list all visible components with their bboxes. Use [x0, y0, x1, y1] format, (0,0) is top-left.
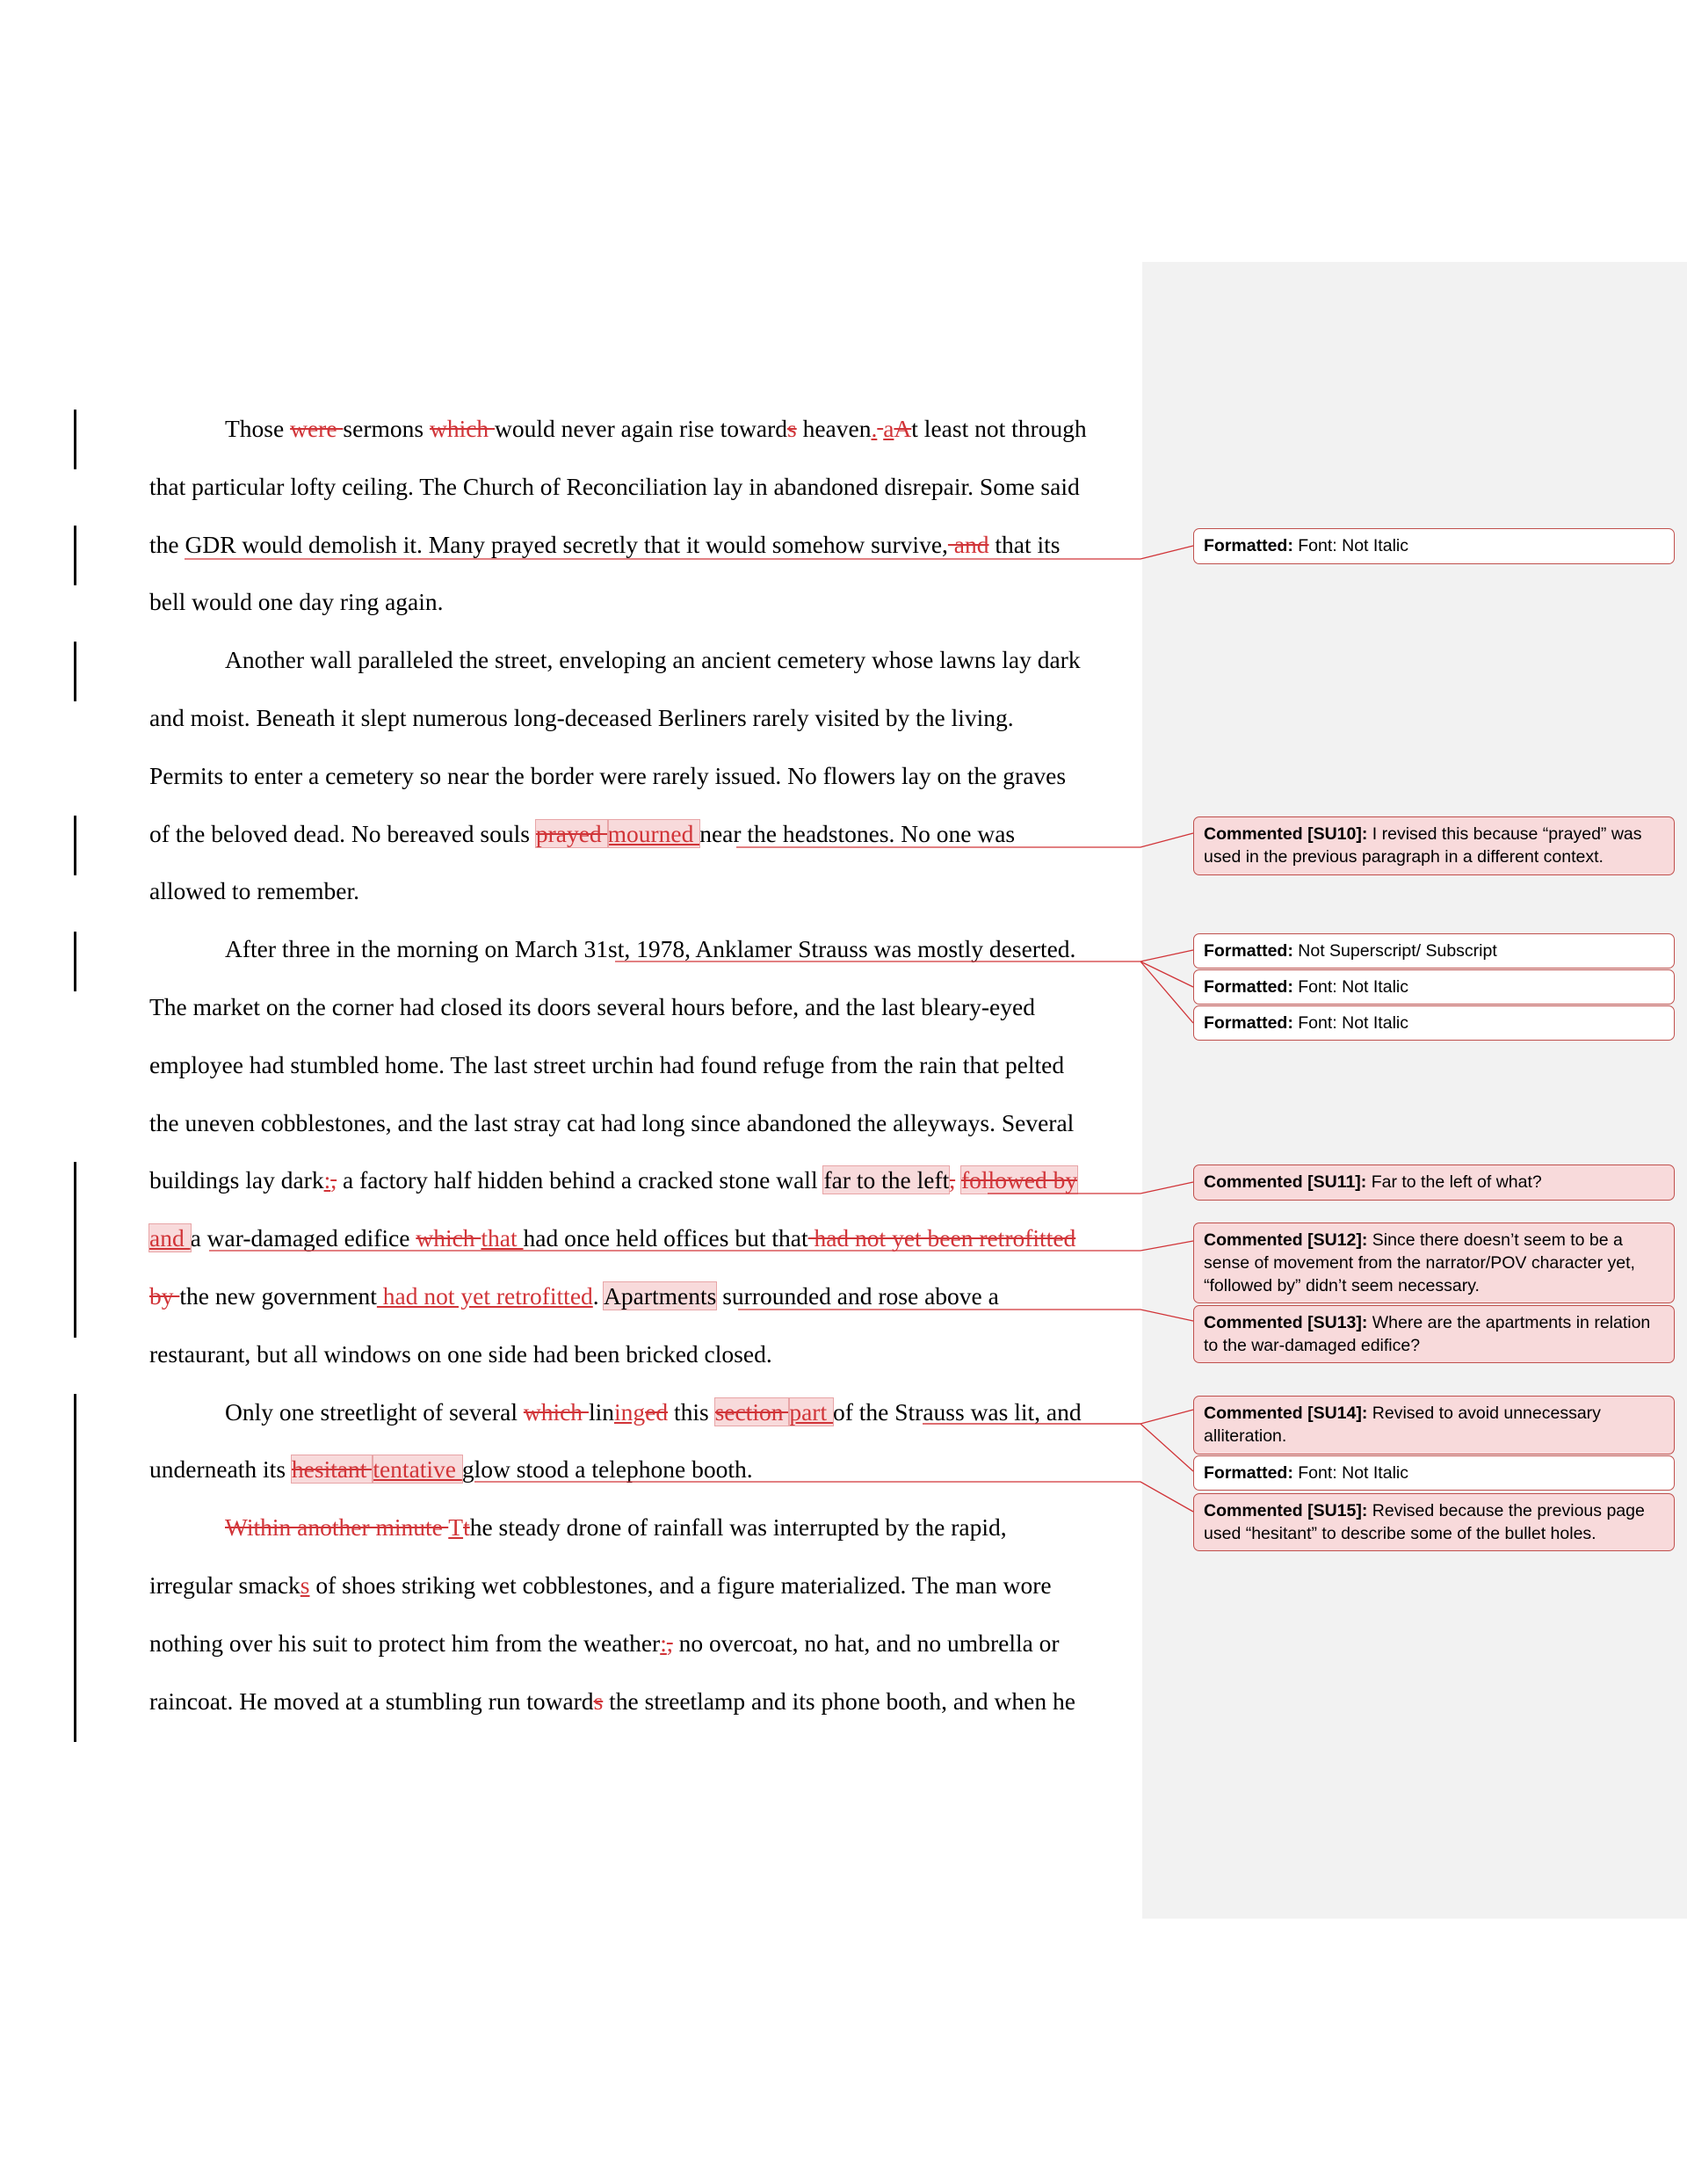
balloon-text: Font: Not Italic — [1298, 1013, 1408, 1033]
inserted-text: had not yet retrofitted — [376, 1282, 593, 1310]
balloon-label: Commented [SU14]: — [1204, 1404, 1368, 1423]
text-run: that particular lofty ceiling. The Church of Reconciliation lay in abandoned disrepair. Some said — [149, 473, 1080, 500]
text-run: a war-damaged edifice — [190, 1224, 416, 1252]
inserted-text: part — [789, 1398, 833, 1426]
format-balloon[interactable] — [1193, 933, 1675, 969]
text-run: of the beloved dead. — [149, 820, 351, 847]
deleted-text: , — [330, 1166, 337, 1194]
text-run: Permits to enter a cemetery so near the border were rarely issued. No flowers lay on the graves — [149, 762, 1067, 789]
deleted-text: , — [949, 1166, 956, 1194]
comment-balloon-su10[interactable] — [1193, 816, 1675, 875]
deleted-text: s — [787, 415, 797, 442]
text-run: underneath its — [149, 1455, 292, 1483]
balloon-label: Commented [SU13]: — [1204, 1313, 1368, 1332]
balloon-text: Where are the apartments in relation to the war-damaged edifice? — [1204, 1313, 1651, 1355]
text-run: Those — [225, 415, 291, 442]
deleted-text: which — [416, 1224, 481, 1252]
inserted-text: and — [149, 1224, 191, 1252]
comment-balloon-su11[interactable] — [1193, 1165, 1675, 1201]
deleted-text: by — [149, 1282, 180, 1310]
comment-balloon-su13[interactable] — [1193, 1305, 1675, 1363]
text-run: of shoes striking wet cobblestones, and a figure materialized. The man wore — [309, 1571, 1052, 1599]
deleted-text: , — [666, 1629, 673, 1657]
inserted-text: a — [883, 415, 894, 442]
inserted-text: : — [323, 1166, 331, 1194]
balloon-text: Revised to avoid unnecessary alliteration. — [1204, 1404, 1601, 1446]
balloon-label: Commented [SU10]: — [1204, 824, 1368, 844]
deleted-text: had not yet been retrofitted — [807, 1224, 1076, 1252]
text-run: After three in the morning on March 31st, 1978, Anklamer Strauss was mostly deserted. — [225, 935, 1076, 962]
text-run: buildings lay dark — [149, 1166, 324, 1194]
deleted-text: hesitant — [291, 1455, 373, 1483]
text-run: sermons — [343, 415, 430, 442]
balloon-text: I revised this because “prayed” was used in the previous paragraph in a different context. — [1204, 824, 1642, 867]
text-run: the streetlamp and its phone booth, and when he — [603, 1687, 1075, 1715]
text-run: bell would one day ring again. — [149, 588, 444, 615]
deleted-text: prayed — [535, 820, 608, 847]
text-run: GDR would demolish it. Many prayed secretly that it would somehow survive, — [185, 531, 948, 558]
text-run: restaurant, but all windows on one side had been bricked closed. — [149, 1340, 772, 1368]
inserted-text: ing — [613, 1398, 646, 1426]
commented-text: far to the left — [823, 1166, 950, 1194]
text-run: lin — [588, 1398, 614, 1426]
text-run: nothing over his suit to protect him from the weather — [149, 1629, 661, 1657]
deleted-text: were — [290, 415, 344, 442]
balloon-text: Since there doesn’t seem to be a sense of movement from the narrator/POV character yet, “followed by” didn’t seem necessary. — [1204, 1230, 1635, 1295]
comment-balloon-su12[interactable] — [1193, 1223, 1675, 1303]
text-run: employee had stumbled home. The last street urchin had found refuge from the rain that pelted — [149, 1051, 1065, 1078]
deleted-text: section — [714, 1398, 790, 1426]
text-run: and moist. Beneath it slept numerous long-deceased Berliners rarely visited by the living. — [149, 704, 1014, 731]
text-run: raincoat. He moved at a stumbling run toward — [149, 1687, 594, 1715]
text-run: that its — [988, 531, 1061, 558]
commented-text: Apartments — [604, 1282, 717, 1310]
text-run: allowed to remember. — [149, 877, 360, 904]
balloon-text: Font: Not Italic — [1298, 1463, 1408, 1483]
text-run: the new government — [179, 1282, 377, 1310]
deleted-text: followed by — [961, 1166, 1078, 1194]
text-run: no overcoat, no hat, and no umbrella or — [672, 1629, 1060, 1657]
leader-b2 — [736, 833, 1193, 847]
inserted-text: s — [300, 1571, 310, 1599]
deleted-text: s — [593, 1687, 604, 1715]
balloon-label: Formatted: — [1204, 536, 1293, 555]
balloon-label: Formatted: — [1204, 941, 1293, 961]
text-run: glow stood a telephone booth. — [461, 1455, 753, 1483]
text-run: Only one streetlight of several — [225, 1398, 524, 1426]
balloon-label: Commented [SU15]: — [1204, 1501, 1368, 1520]
deleted-text: ed — [645, 1398, 669, 1426]
balloon-text: Font: Not Italic — [1298, 536, 1408, 555]
comment-balloon-su14[interactable] — [1193, 1396, 1675, 1455]
inserted-text: : — [660, 1629, 667, 1657]
text-run: would never again rise toward — [495, 415, 787, 442]
leader-b1 — [185, 546, 1193, 559]
text-run: near the headstones. No one was — [699, 820, 1016, 847]
deleted-text: Within another minute — [225, 1513, 449, 1541]
text-run: a factory half hidden behind a cracked stone wall — [337, 1166, 824, 1194]
balloon-text: Far to the left of what? — [1371, 1172, 1542, 1192]
balloon-label: Commented [SU12]: — [1204, 1230, 1368, 1250]
balloon-label: Formatted: — [1204, 977, 1293, 997]
text-run: . — [592, 1282, 605, 1310]
text-run: had once held offices but that — [523, 1224, 808, 1252]
text-run: t least not through — [911, 415, 1087, 442]
balloon-label: Formatted: — [1204, 1013, 1293, 1033]
text-run: of the Strauss was lit, and — [832, 1398, 1082, 1426]
text-run: the — [149, 531, 185, 558]
balloon-label: Commented [SU11]: — [1204, 1172, 1367, 1192]
inserted-text: mourned — [607, 820, 700, 847]
format-balloon[interactable] — [1193, 969, 1675, 1005]
format-balloon[interactable] — [1193, 528, 1675, 564]
format-balloon[interactable] — [1193, 1455, 1675, 1491]
balloon-text: Font: Not Italic — [1298, 977, 1408, 997]
deleted-text: which — [429, 415, 496, 442]
text-run: heaven — [796, 415, 872, 442]
deleted-text: t — [463, 1513, 470, 1541]
text-run: this — [668, 1398, 715, 1426]
text-run: No bereaved souls — [351, 820, 536, 847]
text-run: The market on the corner had closed its doors several hours before, and the last bleary-eyed — [149, 993, 1035, 1020]
balloon-text: Not Superscript/ Subscript — [1298, 941, 1497, 961]
format-balloon[interactable] — [1193, 1005, 1675, 1041]
comment-balloon-su15[interactable] — [1193, 1493, 1675, 1551]
inserted-text: T — [448, 1513, 464, 1541]
inserted-text: that — [481, 1224, 524, 1252]
deleted-text: which — [523, 1398, 589, 1426]
balloon-text: Revised because the previous page used “hesitant” to describe some of the bullet holes. — [1204, 1501, 1645, 1543]
inserted-text: . — [871, 415, 878, 442]
deleted-text: A — [894, 415, 912, 442]
text-run: surrounded and rose above a — [716, 1282, 999, 1310]
text-run: he steady drone of rainfall was interrupted by the rapid, — [469, 1513, 1007, 1541]
text-run: Another wall paralleled the street, enveloping an ancient cemetery whose lawns lay dark — [225, 646, 1081, 673]
inserted-text: tentative — [373, 1455, 462, 1483]
text-run: the uneven cobblestones, and the last stray cat had long since abandoned the alleyways. Several — [149, 1109, 1075, 1136]
text-run: irregular smack — [149, 1571, 300, 1599]
deleted-text: and — [947, 531, 989, 558]
balloon-label: Formatted: — [1204, 1463, 1293, 1483]
